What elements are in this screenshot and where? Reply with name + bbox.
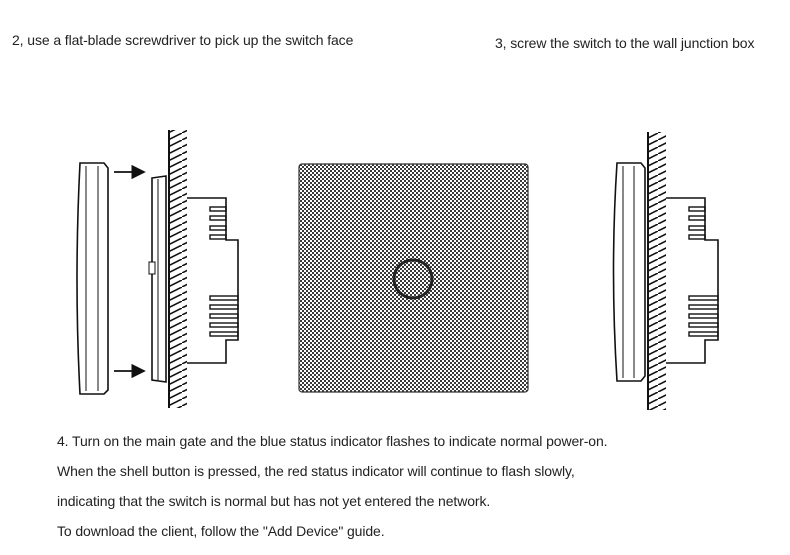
switch-removal-side-view xyxy=(77,130,238,408)
switch-mounted-side-view xyxy=(614,132,719,410)
step-3-caption: 3, screw the switch to the wall junction box xyxy=(495,35,755,51)
instruction-line-1: 4. Turn on the main gate and the blue status indicator flashes to indicate normal power-on. xyxy=(57,433,608,449)
touch-button-icon xyxy=(394,260,432,298)
switch-front-panel xyxy=(299,164,528,392)
step-2-caption: 2, use a flat-blade screwdriver to pick up the switch face xyxy=(12,32,354,48)
instruction-line-2: When the shell button is pressed, the red status indicator will continue to flash slowly, xyxy=(57,463,575,479)
instruction-line-3: indicating that the switch is normal but has not yet entered the network. xyxy=(57,493,491,509)
instruction-line-4: To download the client, follow the "Add Device" guide. xyxy=(57,523,385,539)
